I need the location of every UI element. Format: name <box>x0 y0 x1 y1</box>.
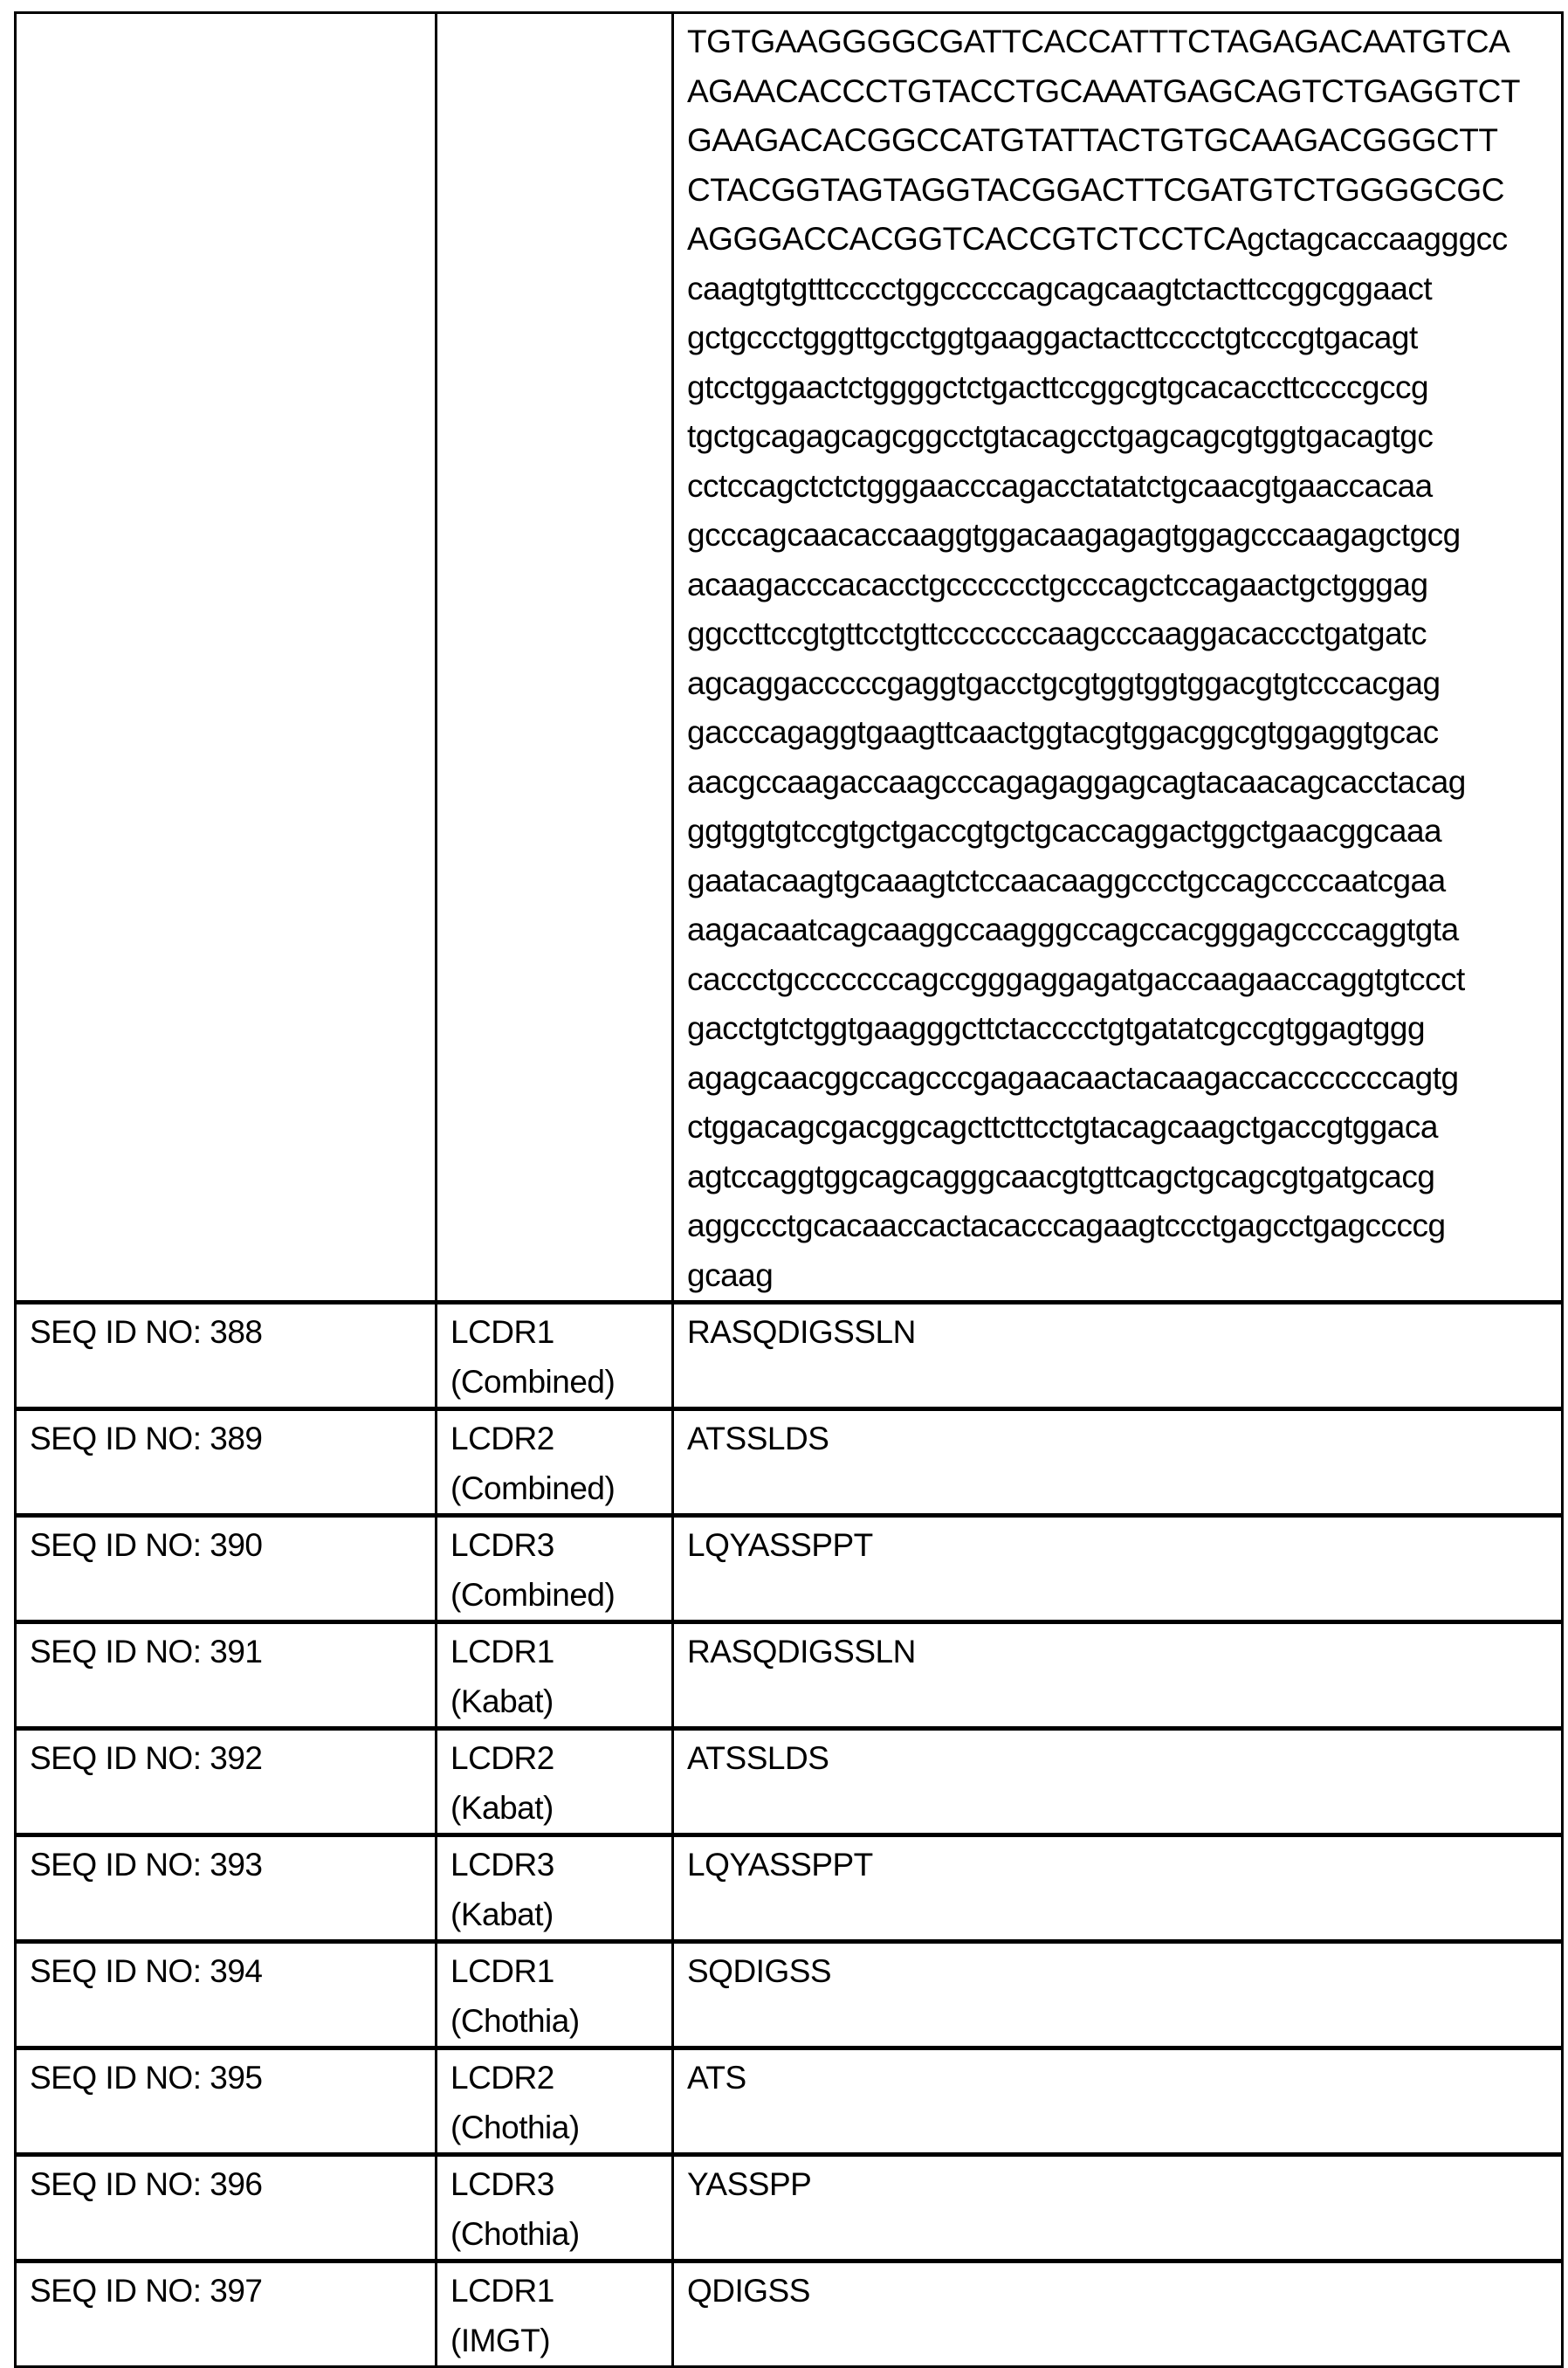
region-cell <box>437 2155 673 2261</box>
sequence-cell <box>673 13 1563 1303</box>
scheme-label: (IMGT) <box>450 2322 551 2358</box>
sequence-line: tgctgcagagcagcggcctgtacagcctgagcagcgtggtgacagtgc <box>687 418 1434 454</box>
sequence-cell: LQYASSPPT <box>673 1835 1563 1942</box>
seq-id-cell <box>16 13 437 1303</box>
region-label: LCDR1 <box>450 1953 554 1989</box>
sequence-line: TGTGAAGGGGCGATTCACCATTTCTAGAGACAATGTCA <box>687 24 1510 59</box>
region-cell <box>437 1303 673 1409</box>
scheme-label: (Chothia) <box>450 2109 580 2145</box>
sequence-line: gacctgtctggtgaagggcttctacccctgtgatatcgccgtggagtggg <box>687 1010 1426 1046</box>
sequence-line: gcccagcaacaccaaggtggacaagagagtggagcccaagagctgcg <box>687 517 1461 553</box>
sequence-line: ctggacagcgacggcagcttcttcctgtacagcaagctgaccgtggaca <box>687 1109 1438 1145</box>
sequence-line: ggtggtgtccgtgctgaccgtgctgcaccaggactggctgaacggcaaa <box>687 813 1442 849</box>
sequence-line: gacccagaggtgaagttcaactggtacgtggacggcgtggaggtgcac <box>687 714 1439 750</box>
table-row <box>16 1516 1563 1622</box>
region-label: LCDR3 <box>450 2166 554 2202</box>
region-cell <box>437 2261 673 2367</box>
sequence-line: CTACGGTAGTAGGTACGGACTTCGATGTCTGGGGCGC <box>687 171 1504 208</box>
region-label: LCDR1 <box>450 2273 554 2309</box>
sequence-line: agagcaacggccagcccgagaacaactacaagaccacccccccagtg <box>687 1059 1459 1096</box>
sequence-cell: ATS <box>673 2048 1563 2155</box>
region-cell <box>437 1942 673 2048</box>
seq-id-cell: SEQ ID NO: 396 <box>16 2155 437 2261</box>
seq-id-cell: SEQ ID NO: 390 <box>16 1516 437 1622</box>
scheme-label: (Chothia) <box>450 2002 580 2039</box>
sequence-line: gctgccctgggttgcctggtgaaggactacttcccctgtcccgtgacagt <box>687 320 1418 355</box>
table-row <box>16 2261 1563 2367</box>
sequence-line: gtcctggaactctggggctctgacttccggcgtgcacaccttccccgccg <box>687 368 1429 405</box>
region-cell <box>437 1409 673 1516</box>
sequence-line: gaatacaagtgcaaagtctccaacaaggccctgccagccccaatcgaa <box>687 862 1446 898</box>
seq-id-cell: SEQ ID NO: 392 <box>16 1729 437 1835</box>
table-row <box>16 2155 1563 2261</box>
sequence-table <box>14 11 1564 2368</box>
sequence-line: aacgccaagaccaagcccagagaggagcagtacaacagcacctacag <box>687 763 1466 800</box>
seq-id-cell: SEQ ID NO: 395 <box>16 2048 437 2155</box>
sequence-line: agtccaggtggcagcagggcaacgtgttcagctgcagcgtgatgcacg <box>687 1158 1435 1194</box>
sequence-line: aagacaatcagcaaggccaagggccagccacgggagccccaggtgta <box>687 912 1459 947</box>
region-cell <box>437 13 673 1303</box>
sequence-line: gcaag <box>687 1256 774 1293</box>
seq-id-cell: SEQ ID NO: 391 <box>16 1622 437 1729</box>
region-label: LCDR3 <box>450 1847 554 1883</box>
region-label: LCDR2 <box>450 1421 554 1456</box>
scheme-label: (Combined) <box>450 1363 616 1400</box>
scheme-label: (Kabat) <box>450 1789 554 1826</box>
sequence-line: AGAACACCCTGTACCTGCAAATGAGCAGTCTGAGGTCT <box>687 72 1521 109</box>
region-cell <box>437 1729 673 1835</box>
sequence-cell: RASQDIGSSLN <box>673 1622 1563 1729</box>
table-row <box>16 2048 1563 2155</box>
scheme-label: (Kabat) <box>450 1896 554 1932</box>
table-row <box>16 1622 1563 1729</box>
scheme-label: (Kabat) <box>450 1683 554 1719</box>
sequence-line: AGGGACCACGGTCACCGTCTCCTCAgctagcaccaagggcc <box>687 221 1508 257</box>
seq-id-cell: SEQ ID NO: 389 <box>16 1409 437 1516</box>
scheme-label: (Combined) <box>450 1470 616 1506</box>
region-label: LCDR1 <box>450 1634 554 1669</box>
seq-id-cell: SEQ ID NO: 393 <box>16 1835 437 1942</box>
sequence-line: acaagacccacacctgcccccctgcccagctccagaactgctgggag <box>687 566 1428 602</box>
region-cell <box>437 1622 673 1729</box>
sequence-line: agcaggacccccgaggtgacctgcgtggtggtggacgtgtcccacgag <box>687 664 1441 701</box>
region-cell <box>437 2048 673 2155</box>
region-label: LCDR3 <box>450 1527 554 1563</box>
sequence-line: ggccttccgtgttcctgttcccccccaagcccaaggacaccctgatgatc <box>687 616 1427 651</box>
sequence-cell: RASQDIGSSLN <box>673 1303 1563 1409</box>
table-row <box>16 1729 1563 1835</box>
scheme-label: (Combined) <box>450 1576 616 1613</box>
region-label: LCDR2 <box>450 1740 554 1776</box>
seq-id-cell: SEQ ID NO: 397 <box>16 2261 437 2367</box>
seq-id-cell: SEQ ID NO: 388 <box>16 1303 437 1409</box>
sequence-cell: ATSSLDS <box>673 1729 1563 1835</box>
sequence-line: cctccagctctctgggaacccagacctatatctgcaacgtgaaccacaa <box>687 467 1433 504</box>
sequence-line: caccctgcccccccagccgggaggagatgaccaagaaccaggtgtccct <box>687 960 1465 997</box>
table-row <box>16 1835 1563 1942</box>
sequence-cell: SQDIGSS <box>673 1942 1563 2048</box>
region-label: LCDR2 <box>450 2060 554 2096</box>
sequence-cell: ATSSLDS <box>673 1409 1563 1516</box>
table-row-continuation <box>16 13 1563 1303</box>
region-label: LCDR1 <box>450 1314 554 1350</box>
table-row <box>16 1942 1563 2048</box>
sequence-cell: QDIGSS <box>673 2261 1563 2367</box>
scheme-label: (Chothia) <box>450 2215 580 2252</box>
sequence-line: GAAGACACGGCCATGTATTACTGTGCAAGACGGGCTT <box>687 122 1498 158</box>
sequence-line: aggccctgcacaaccactacacccagaagtccctgagcctgagccccg <box>687 1208 1446 1243</box>
table-row <box>16 1303 1563 1409</box>
region-cell <box>437 1835 673 1942</box>
sequence-cell: LQYASSPPT <box>673 1516 1563 1622</box>
table-row <box>16 1409 1563 1516</box>
sequence-cell: YASSPP <box>673 2155 1563 2261</box>
sequence-line: caagtgtgtttcccctggcccccagcagcaagtctacttccggcggaact <box>687 270 1433 306</box>
seq-id-cell: SEQ ID NO: 394 <box>16 1942 437 2048</box>
region-cell <box>437 1516 673 1622</box>
